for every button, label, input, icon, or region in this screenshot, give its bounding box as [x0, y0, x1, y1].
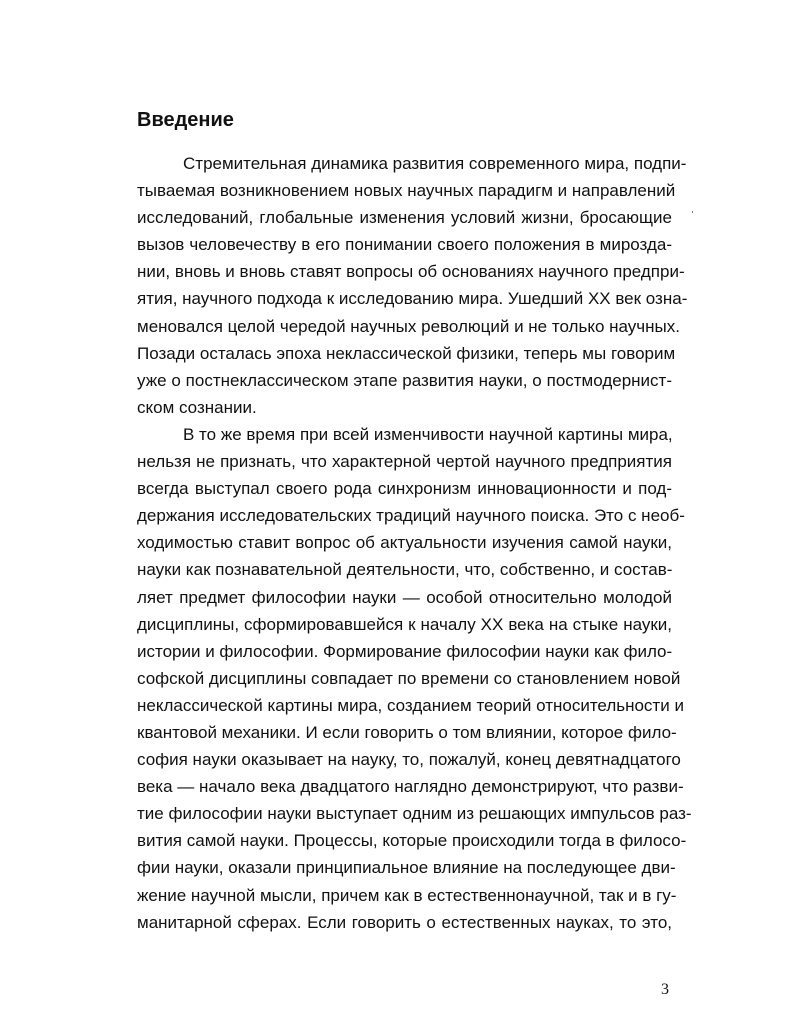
text-line: Стремительная динамика развития современного мира, подпи- — [183, 154, 687, 173]
text-line: вития самой науки. Процессы, которые происходили тогда в филосо- — [137, 831, 687, 851]
text-line: науки как познавательной деятельности, что, собственно, и состав- — [137, 560, 673, 580]
text-line: ходимостью ставит вопрос об актуальности изучения самой науки, — [137, 533, 672, 553]
text-line: манитарной сферах. Если говорить о естественных науках, то это, — [137, 912, 672, 932]
text-line: квантовой механики. И если говорить о том влиянии, которое фило- — [137, 722, 677, 742]
text-line: тываемая возникновением новых научных парадигм и направлений — [137, 181, 676, 201]
text-line: софской дисциплины совпадает по времени со становлением новой — [137, 668, 681, 688]
text-line: В то же время при всей изменчивости научной картины мира, — [183, 424, 673, 444]
text-line: ляет предмет философии науки — особой относительно молодой — [137, 587, 672, 607]
text-line: меновался целой чередой научных революций и не только научных. — [137, 316, 680, 336]
text-line: держания исследовательских традиций научного поиска. Это с необ- — [137, 506, 685, 526]
text-line: исследований, глобальные изменения условий жизни, бросающие — [137, 208, 672, 228]
text-line: ском сознании. — [137, 397, 257, 417]
text-line: всегда выступал своего рода синхронизм инновационности и под- — [137, 479, 672, 499]
text-line: нии, вновь и вновь ставят вопросы об основаниях научного предпри- — [137, 262, 685, 282]
scan-speck — [692, 211, 693, 213]
text-line: Позади осталась эпоха неклассической физики, теперь мы говорим — [137, 343, 676, 363]
text-line: жение научной мысли, причем как в естественнонаучной, так и в гу- — [137, 885, 677, 905]
text-line: дисциплины, сформировавшейся к началу XX века на стыке науки, — [137, 614, 672, 634]
text-line: ятия, научного подхода к исследованию мира. Ушедший XX век озна- — [137, 289, 688, 309]
text-line: фии науки, оказали принципиальное влияние на последующее дви- — [137, 858, 676, 878]
text-line: истории и философии. Формирование философии науки как фило- — [137, 641, 673, 661]
text-line: софия науки оказывает на науку, то, пожалуй, конец девятнадцатого — [137, 750, 681, 770]
text-line: тие философии науки выступает одним из решающих импульсов раз- — [137, 804, 692, 824]
text-line: века — начало века двадцатого наглядно демонстрируют, что разви- — [137, 777, 684, 797]
section-heading: Введение — [137, 109, 234, 131]
text-line: уже о постнеклассическом этапе развития науки, о постмодернист- — [137, 370, 672, 390]
text-line: нельзя не признать, что характерной чертой научного предприятия — [137, 452, 672, 472]
body-text — [137, 150, 692, 936]
text-line: неклассической картины мира, созданием теорий относительности и — [137, 695, 684, 715]
page-number: 3 — [661, 981, 669, 998]
text-line: вызов человечеству в его понимании своего положения в мирозда- — [137, 235, 672, 255]
